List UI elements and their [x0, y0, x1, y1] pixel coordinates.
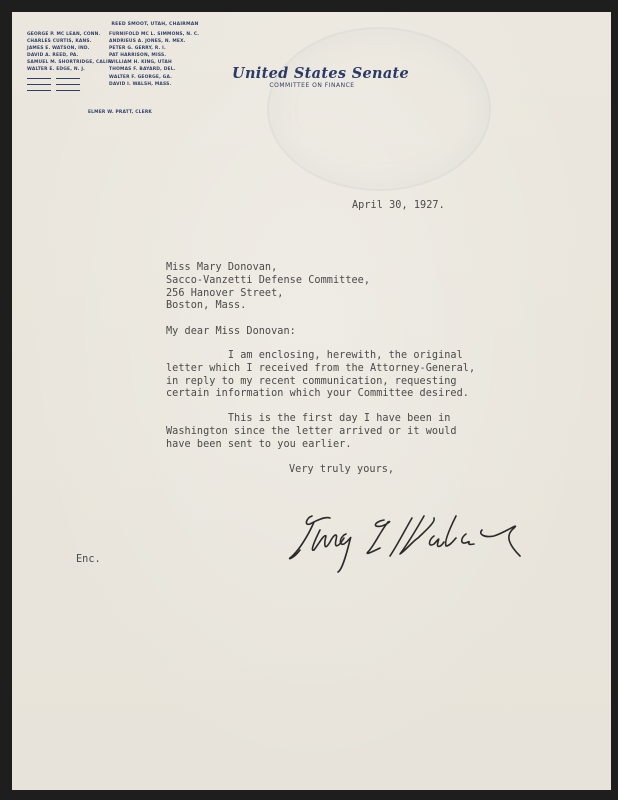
closing: Very truly yours, — [289, 464, 395, 475]
salutation: My dear Miss Donovan: — [166, 326, 296, 337]
member-name: WALTER E. EDGE, N. J. — [27, 67, 86, 73]
body-line: certain information which your Committee desired. — [166, 388, 469, 399]
divider — [56, 90, 80, 91]
letter-date: April 30, 1927. — [352, 200, 445, 211]
member-name: WALTER F. GEORGE, GA. — [109, 74, 173, 80]
address-line: Boston, Mass. — [166, 300, 247, 311]
signature — [284, 512, 564, 582]
member-name: DAVID I. WALSH, MASS. — [109, 81, 172, 87]
member-name: DAVID A. REED, PA. — [27, 53, 79, 59]
member-name: PETER G. GERRY, R. I. — [109, 46, 166, 52]
body-line: letter which I received from the Attorney-General, — [166, 363, 476, 374]
member-name: ANDRIEUS A. JONES, N. MEX. — [109, 39, 186, 45]
divider — [27, 78, 51, 79]
letterhead-members-left — [27, 31, 112, 74]
member-name: FURNIFOLD MC L. SIMMONS, N. C. — [109, 32, 200, 37]
member-name: THOMAS F. BAYARD, DEL. — [109, 67, 176, 73]
body-line: Washington since the letter arrived or it would — [166, 426, 457, 437]
divider — [56, 84, 80, 85]
body-line: have been sent to you earlier. — [166, 439, 352, 450]
member-name: PAT HARRISON, MISS. — [109, 53, 167, 59]
member-name: CHARLES CURTIS, KANS. — [27, 39, 92, 45]
watermark-seal — [267, 27, 491, 191]
body-line: in reply to my recent communication, requesting — [166, 376, 457, 387]
letterhead-chairman: REED SMOOT, UTAH, CHAIRMAN — [111, 22, 199, 27]
letterhead-title: United States Senate — [232, 65, 410, 82]
body-line: I am enclosing, herewith, the original — [166, 350, 463, 361]
member-name: SAMUEL M. SHORTRIDGE, CALIF. — [27, 60, 113, 66]
divider — [27, 84, 51, 85]
letter-page — [12, 12, 611, 790]
member-name: WILLIAM H. KING, UTAH — [109, 60, 172, 66]
letterhead-members-right — [109, 31, 199, 88]
address-line: 256 Hanover Street, — [166, 288, 284, 299]
enclosure-note: Enc. — [76, 554, 101, 565]
letterhead-clerk: ELMER W. PRATT, CLERK — [87, 110, 153, 115]
member-name: GEORGE P. MC LEAN, CONN. — [27, 32, 101, 37]
body-line: This is the first day I have been in — [166, 413, 451, 424]
address-line: Sacco-Vanzetti Defense Committee, — [166, 275, 371, 286]
letterhead-committee: COMMITTEE ON FINANCE — [269, 82, 355, 89]
member-name: JAMES E. WATSON, IND. — [27, 46, 90, 52]
address-line: Miss Mary Donovan, — [166, 262, 278, 273]
divider — [27, 90, 51, 91]
divider — [56, 78, 80, 79]
